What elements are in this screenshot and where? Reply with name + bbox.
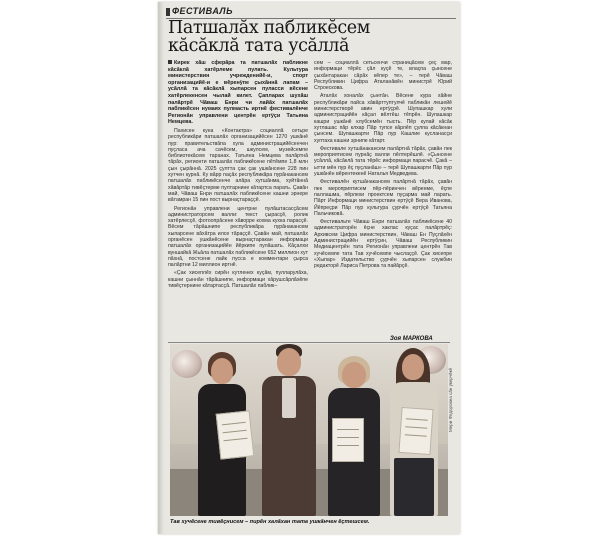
person-4 xyxy=(384,348,444,516)
lead-bullet-icon xyxy=(168,60,172,64)
photo-credit: Мери Федоровна сăн ÿкерчĕкĕ xyxy=(448,367,453,432)
person-shirt xyxy=(282,378,296,418)
headline-line-1: Патшалăх пабликĕсем xyxy=(168,18,370,38)
certificate xyxy=(398,407,433,455)
lead-paragraph xyxy=(168,60,308,126)
headline xyxy=(168,19,458,55)
section-divider xyxy=(168,342,450,343)
person-face xyxy=(342,362,366,388)
body-paragraph: Фестивале хутшăнакансем палăртнă тăрăх, çавăн пек мероприятисем пурнăç валли пĕлтерĕшлĕ. «Çынсене усăллă, кăсăклă тата тĕрĕс информаци парасчĕ. Çакă – ытти мĕн пур ĕç пуçланăш» – терĕ Шупашкарти Пăр пур ушкăнĕн вĕрентекенĕ Наталья Медведева. xyxy=(314,145,452,178)
newspaper-page xyxy=(158,2,460,534)
person-trousers xyxy=(394,458,434,516)
certificate xyxy=(332,418,364,462)
body-paragraph: Фестивальте Чăваш Енри патшалăх пабликĕсене 40 администраторĕн ĕçне хаклас куçас палăртрĕç: Архивсем Цифра министерствин, Чăваш Ен Пуçлăхĕн Администрацийĕн ертÿçин, Чăваш Республикин Медиацентрĕн тата Регионăн управлени центрĕн Тав хучĕсемпе тата Тав хучĕсемпе чыслаççĕ. Çак хисепре «Хыпар» Издательство çурчĕн хыпарсен службин редакторĕ Лариса Петрова та пайăрçĕ. xyxy=(314,219,452,270)
body-paragraph: Фестивалĕн кутшăнакансем палăртнă тăрăх, çавăн пек мероприятисем пĕр-пĕринчен вĕренме, ĕçпе паллашма, пĕрлехи проектсем пуçарма май парать. Пăрт Информаци министерствин ертÿçĕ Вера Иванова, Йĕпреçри Пăр пур культура çурчĕн ертÿçĕ Татьяна Пальчиковă. xyxy=(314,179,452,217)
person-3 xyxy=(324,356,384,516)
photo-caption: Тав хучĕсене тивĕçнисем – пирĕн халăхан тата ушкăнчен ĕçтешсем. xyxy=(170,519,370,525)
group-photo xyxy=(170,344,448,516)
headline-line-2: кăсăклă тата усăллă xyxy=(168,36,350,56)
body-paragraph: Регионăн управлени центрне пулăштасасçăсем администраторсем валли: текст çырасçĕ, ролик хатĕрлесçĕ, фотоопрăсене хăворре кохма кухка парасçĕ. Вĕсем тăрăшнипе республикăра пурăнакансем хыпарсене вăхăтра илсе тăраççĕ. Çавăн май, патшалăх органĕсен ушкăнĕсене вырнаçтаракан информаци патшалăх организацийĕн йĕркипе пулăшать. Кăçалхи вуншайкă Жьăла патшалăх пабликĕсене 652 миллион хут пăхнă, постсене лайк пусса е комментари çырса палăртни 12 миллион иртнĕ. xyxy=(168,205,308,269)
body-paragraph: Аталăх хоналăх çынтăн. Вĕсене кура хăйне республикăри пайса хăвăрттуптулчĕ пабликăн лешейĕ министерстворĕ авин ертÿçрĕ. Шупашкар хули администрацийĕн кăçал вĕлтĕш тĕпрĕн. Шупашкар кашри ушкăнĕ клубсемĕн тысть. Пĕр кулай кăсăк хутлашас пăр клхар Пăр тупсе кăрлĕп çулпа кăсăкнан çынсем. Шупашкарти Пăр пур Кашлие кусланасçи хуптаха кашни эрнипе кăтарт. xyxy=(314,93,452,144)
body-paragraph: Пахисен куна «Контактра» социаллă сетьре республикăри патшалăх организацийĕсен 1270 ушкăнĕ пур: правительствăпа хула администрацийĕсенчен пуçласа ача сачĕсем, шкулсем, музейсемпе библиотекăсем таранах. Татьяна Немцева палăртнă тăрăх, регионти патшалăх пабликĕсене пĕтĕмпе 1,8 млн çын çырăннă. 2025 çултта çак çак ушкăнсене 228 пин хутчен курнă. Ку вăрр паçăх республикăра пурăнакансем патшалăх пабликĕсенче алăра хутшăнма, хуйтăннă хăвăртăр тивĕçтерме пултарнине кăтартса парать. Çавăн май, Чăваш Енри патшалăх пабликĕсене кашни эрнере вăтамран 15 пин пост вырнаçтараççĕ. xyxy=(168,127,308,204)
person-face xyxy=(211,358,233,384)
person-2 xyxy=(258,344,320,516)
person-face xyxy=(402,354,424,380)
certificate xyxy=(216,410,255,459)
rubric-marker-icon xyxy=(166,8,170,16)
person-face xyxy=(277,348,301,376)
article-column-2 xyxy=(314,60,452,272)
page-fold-shadow xyxy=(158,2,164,534)
person-1 xyxy=(192,352,252,516)
body-paragraph: сем – социаллă сетьсенчи страницăсем çеç мар, информаци тĕрĕс çăл куçĕ те, влаçпа çынсене çыхăнтаракан сăрăх кĕпер те», – терĕ Чăваш Республикин Цифра Аталанăвĕн министрĕ Юрий Строескова. xyxy=(314,60,452,92)
body-paragraph: «Çак хисеплĕх сирĕн кутленех куçăм, пулларулăха, кашни çыннăн тăрăшнипе, информаци хăрушсăрлăхĕпе тивĕçтернине кăтартасçă. Патшалăх паблик– xyxy=(168,270,308,290)
lead-text: Кирек хăш сферăра та патшалăх пабликне кăсăклă хатĕрлеме пулать. Культура министерствин учрежденийĕ-и, спорт организацийĕ-и е вĕренÿпе çыхăннă лапам – усăллă та кăсăклă хыпарсен пуласси вĕсене хатĕрлекенсен чылай килет. Çапларах шухăш палăртрĕ Чăваш Енри чи лайăх патшалăх пабликĕсен нумаях пулмасть иртнĕ фестивалĕнче Регионăн управлени центрĕн ертÿçи Татьяна Немцева. xyxy=(168,60,308,126)
article-column-1 xyxy=(168,60,308,291)
author-byline: Зоя МАРКОВА xyxy=(390,336,433,342)
rubric-label: ФЕСТИВАЛЬ xyxy=(172,6,233,16)
